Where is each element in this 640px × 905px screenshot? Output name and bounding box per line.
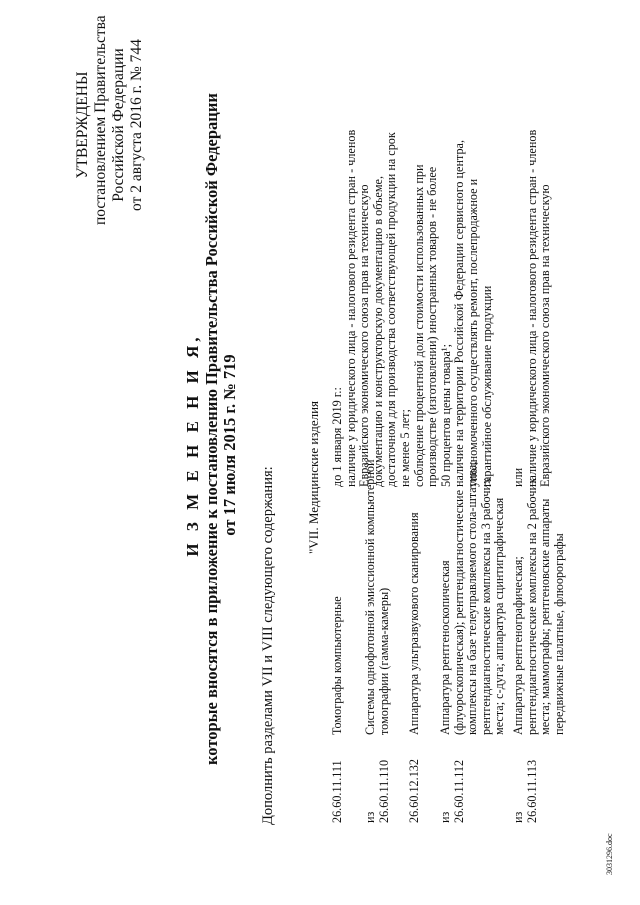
product-name-line: места; с-дуга; аппаратура сцинтиграфическая (492, 497, 507, 735)
product-name-line: Томографы компьютерные (330, 596, 344, 735)
product-name (331, 596, 345, 735)
product-name-line: передвижные палатные, флюорографы (551, 533, 566, 735)
condition-line: до 1 января 2019 г.: (330, 387, 344, 487)
okpd-code: из 26.60.11.112 (438, 759, 466, 823)
approval-stamp (74, 15, 146, 225)
approval-line: от 2 августа 2016 г. № 744 (128, 39, 145, 211)
condition-line: или (511, 467, 525, 487)
document-subtitle: которые вносятся в приложение к постановлению Правительства Российской Федерации (202, 93, 221, 765)
product-name-line: Аппаратура рентгенографическая; (511, 556, 525, 735)
condition-line: Евразийского экономического союза прав на техническую (538, 184, 553, 487)
condition-line: соблюдение процентной доли стоимости использованных при (411, 164, 426, 487)
document-subtitle-date: от 17 июля 2015 г. № 719 (220, 354, 239, 536)
product-name-line: комплексы на базе телеуправляемого стола-штатива; (465, 461, 480, 735)
condition-line: производстве (изготовлении) иностранных товаров - не более (425, 166, 440, 487)
file-name-footer: 3031296.doc (605, 833, 614, 875)
okpd-code: из 26.60.11.113 (511, 759, 539, 823)
condition-line: гарантийное обслуживание продукции (479, 285, 494, 487)
condition-line: 50 процентов цены товара¹; (438, 344, 453, 487)
section-heading: "VII. Медицинские изделия (306, 400, 321, 554)
intro-text: Дополнить разделами VII и VIII следующего содержания: (260, 466, 276, 825)
conditions-text (512, 130, 553, 487)
condition-line: Евразийского экономического союза прав на техническую (357, 184, 372, 487)
product-name-line: (флуороскопическая); рентгендиагностические (451, 490, 466, 735)
product-name (512, 478, 566, 735)
approval-line: постановлением Правительства (92, 15, 109, 225)
product-name-line: рентгендиагностические комплексы на 2 рабочих (524, 477, 539, 735)
condition-line: достаточном для производства соответствующей продукции на срок (384, 132, 399, 487)
product-name-line: места; маммографы; рентгеновские аппараты (538, 498, 553, 735)
condition-line: документацию и конструкторскую документацию в объеме, (370, 176, 385, 487)
product-name-line: рентгендиагностические комплексы на 3 рабочих (478, 477, 493, 735)
product-name-line: Аппаратура ультразвукового сканирования (407, 512, 421, 735)
condition-line: уполномоченного осуществлять ремонт, послепродажное и (465, 178, 480, 487)
product-name-line: Аппаратура рентгеноскопическая (438, 560, 452, 735)
condition-line: наличие у юридического лица - налогового резидента стран - членов (343, 129, 358, 487)
condition-line: не менее 5 лет; (397, 409, 412, 487)
product-name (364, 460, 391, 735)
okpd-code: из 26.60.11.110 (363, 759, 391, 823)
condition-line: наличие у юридического лица - налогового резидента стран - членов (524, 129, 539, 487)
approval-line: Российской Федерации (110, 48, 127, 202)
product-name (408, 512, 422, 735)
okpd-code: 26.60.12.132 (407, 759, 421, 823)
product-name-line: томографии (гамма-камеры) (376, 587, 391, 735)
okpd-code: 26.60.11.111 (330, 760, 344, 823)
document-heading: И З М Е Н Е Н И Я, (183, 333, 202, 557)
product-name (439, 461, 507, 735)
product-name-line: Системы однофотонной эмиссионной компьютерной (363, 459, 377, 735)
condition-line: наличие на территории Российской Федерации сервисного центра, (452, 139, 467, 487)
conditions-text (331, 130, 494, 487)
approval-line: УТВЕРЖДЕНЫ (74, 71, 91, 179)
